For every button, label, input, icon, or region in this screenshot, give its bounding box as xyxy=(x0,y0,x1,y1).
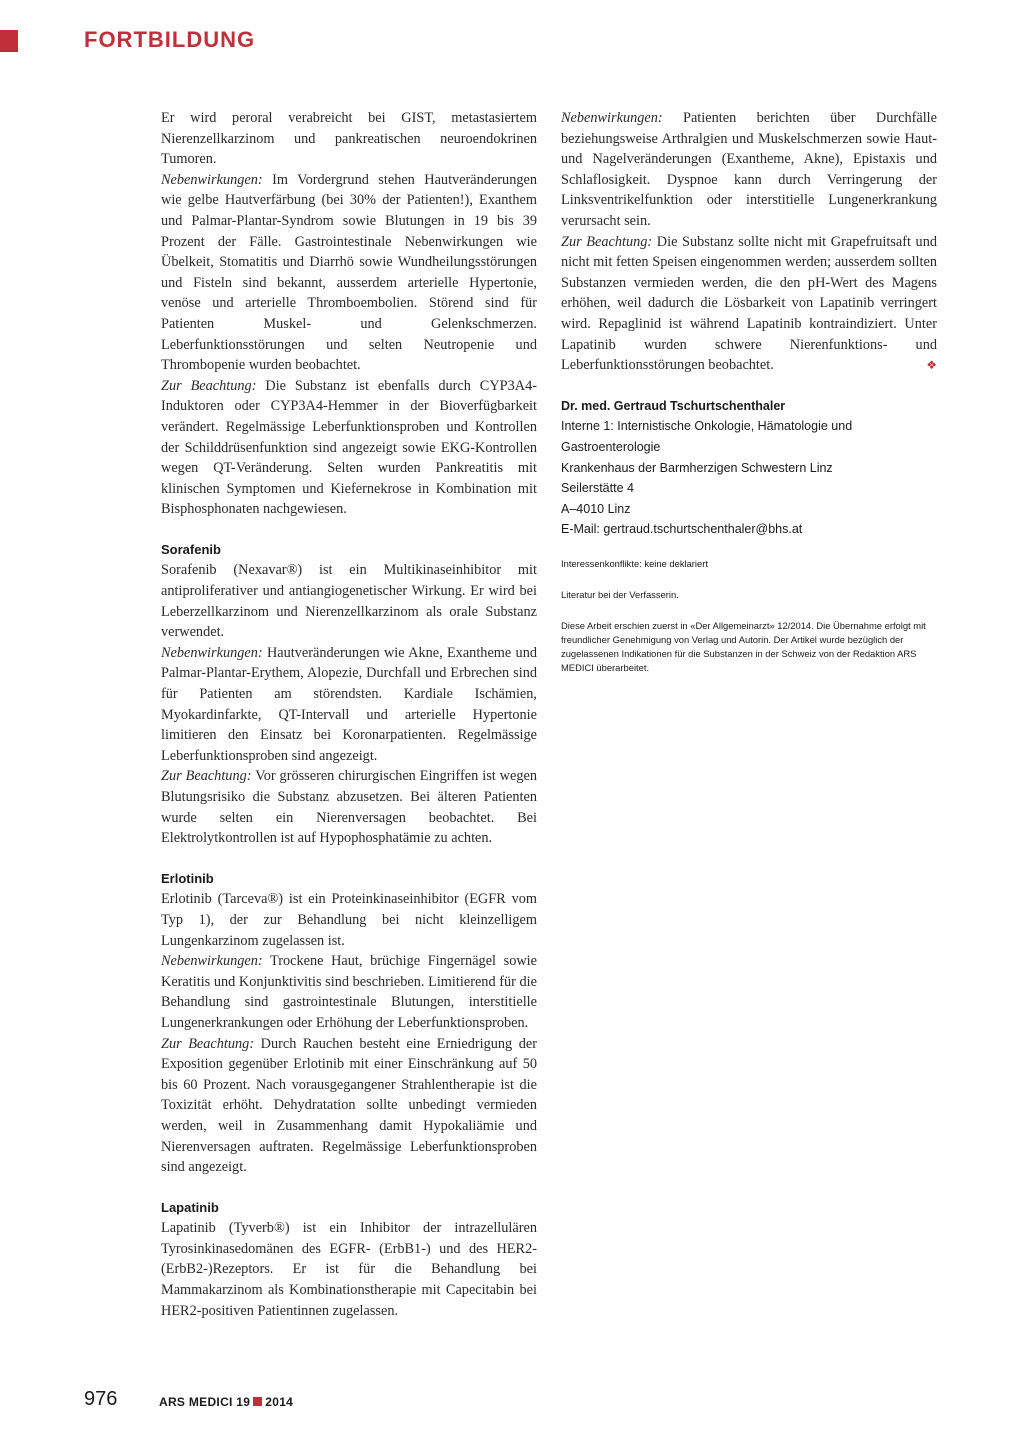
paragraph-text: Die Substanz sollte nicht mit Grapefruitsaft und nicht mit fetten Speisen eingenommen werden; ausserdem sollten Substanzen vermieden werden, die den pH-Wert des Magens erhöhen, weil dadurch die Lösbarkeit von Lapatinib verringert wird. Repaglinid ist während Lapatinib kontraindiziert. Unter Lapatinib wurden schwere Nierenfunktions- und Leberfunktionsstörungen beobachtet. xyxy=(561,233,938,374)
author-department: Interne 1: Internistische Onkologie, Hämatologie und Gastroenterologie xyxy=(561,419,853,454)
author-hospital: Krankenhaus der Barmherzigen Schwestern Linz xyxy=(561,460,833,475)
paragraph xyxy=(161,1034,537,1178)
journal-year: 2014 xyxy=(265,1395,294,1409)
journal-info xyxy=(159,1395,293,1409)
section-title: FORTBILDUNG xyxy=(84,27,256,52)
subheading-lapatinib: Lapatinib xyxy=(161,1199,219,1215)
author-name: Dr. med. Gertraud Tschurtschenthaler xyxy=(561,398,786,413)
subheading-sorafenib: Sorafenib xyxy=(161,541,221,557)
author-city: A–4010 Linz xyxy=(561,501,631,516)
paragraph xyxy=(161,951,537,1033)
paragraph-text: Hautveränderungen wie Akne, Exantheme und Palmar-Plantar-Erythem, Alopezie, Durchfall und Erbrechen sind für Patienten am störendsten. Kardiale Ischämien, Myokardinfarkte, QT-Intervall und arterielle Hypertonie limitieren den Einsatz bei Koronarpatienten. Regelmässige Leberfunktionsproben sind angezeigt. xyxy=(161,644,537,764)
right-column xyxy=(561,108,937,675)
paragraph xyxy=(161,766,537,848)
paragraph xyxy=(561,108,937,232)
paragraph xyxy=(161,170,537,376)
source-note: Diese Arbeit erschien zuerst in «Der Allgemeinarzt» 12/2014. Die Übernahme erfolgt mit freundlicher Genehmigung von Verlag und Autorin. Der Artikel wurde bezüglich der zugelassenen Indikationen für die Substanzen in der Schweiz von der Redaktion ARS MEDICI überarbeitet. xyxy=(561,619,926,673)
paragraph-label: Zur Beachtung: xyxy=(161,1035,255,1052)
paragraph-text: Patienten berichten über Durchfälle beziehungsweise Arthralgien und Muskelschmerzen sowie Haut- und Nagelveränderungen (Exantheme, Akne), Epistaxis und Schlaflosigkeit. Dyspnoe kann durch Verringerung der Linksventrikelfunktion oder interstitielle Lungenerkrankung verursacht sein. xyxy=(561,110,937,229)
subheading-erlotinib: Erlotinib xyxy=(161,870,214,886)
author-block xyxy=(561,396,937,540)
paragraph-label: Zur Beachtung: xyxy=(561,233,653,250)
paragraph-text: Die Substanz ist ebenfalls durch CYP3A4-Induktoren oder CYP3A4-Hemmer in der Bioverfügbarkeit verändert. Regelmässige Leberfunktionsproben und Kontrollen der Schilddrüsenfunktion sind angezeigt sowie EKG-Kontrollen wegen QT-Veränderung. Selten wurden Pankreatitis mit klinischen Symptomen und Kiefernekrose in Kombination mit Bisphosphonaten nachgewiesen. xyxy=(161,377,537,518)
paragraph xyxy=(561,232,937,376)
paragraph-label: Nebenwirkungen: xyxy=(561,110,663,126)
journal-name: ARS MEDICI 19 xyxy=(159,1395,251,1409)
paragraph-text: Durch Rauchen besteht eine Erniedrigung der Exposition gegenüber Erlotinib mit einer Einschränkung auf 50 bis 60 Prozent. Nach vorausgegangener Strahlentherapie ist die Toxizität erhöht. Dehydratation sollte unbedingt vermieden werden, weil in Zusammenhang damit Hypokaliämie und Nierenversagen auftraten. Regelmässige Leberfunktionsproben sind angezeigt. xyxy=(161,1035,537,1176)
paragraph-text: Trockene Haut, brüchige Fingernägel sowie Keratitis und Konjunktivitis sind beschrieben. Limitierend für die Behandlung sind gastrointestinale Blutungen, interstitielle Lungenerkrankungen oder Erhöhung der Leberfunktionsproben. xyxy=(161,953,537,1031)
page-number: 976 xyxy=(84,1388,118,1410)
literature-note: Literatur bei der Verfasserin. xyxy=(561,588,679,600)
paragraph-label: Nebenwirkungen: xyxy=(161,644,263,661)
paragraph-label: Nebenwirkungen: xyxy=(161,171,263,188)
paragraph-label: Zur Beachtung: xyxy=(161,377,257,394)
author-email: E-Mail: gertraud.tschurtschenthaler@bhs.at xyxy=(561,522,803,537)
paragraph-text: Im Vordergrund stehen Hautveränderungen wie gelbe Hautverfärbung (bei 30% der Patienten!), Exanthem und Palmar-Plantar-Syndrom sowie Blutungen in 19 bis 39 Prozent der Fälle. Gastrointestinale Nebenwirkungen wie Übelkeit, Stomatitis und Diarrhö sowie Wundheilungsstörungen und Fisteln sind bekannt, ausserdem arterielle Hypertonie, venöse und arterielle Thromboembolien. Störend sind für Patienten Muskel- und Gelenkschmerzen. Leberfunktionsstörungen und selten Neutropenie und Thrombopenie wurden beobachtet. xyxy=(161,171,537,374)
page-footer xyxy=(84,1388,294,1411)
paragraph: Sorafenib (Nexavar®) ist ein Multikinaseinhibitor mit antiproliferativer und antiangiogenetischer Wirkung. Er wird bei Leberzellkarzinom und Nierenzellkarzinom als orale Substanz verwendet. xyxy=(161,562,537,641)
paragraph: Er wird peroral verabreicht bei GIST, metastasiertem Nierenzellkarzinom und pankreatischen neuroendokrinen Tumoren. xyxy=(161,110,537,168)
section-marker xyxy=(0,30,18,52)
paragraph: Lapatinib (Tyverb®) ist ein Inhibitor der intrazellulären Tyrosinkinasedomänen des EGFR- (ErbB1-) und des HER2- (ErbB2-)Rezeptors. Er ist für die Behandlung bei Mammakarzinom als Kombinationstherapie mit Capecitabin bei HER2-positiven Patientinnen zugelassen. xyxy=(161,1220,537,1319)
paragraph xyxy=(161,643,537,767)
paragraph-label: Zur Beachtung: xyxy=(161,768,252,785)
paragraph-text: Vor grösseren chirurgischen Eingriffen ist wegen Blutungsrisiko die Substanz abzusetzen. Bei älteren Patienten wurde selten ein Nierenversagen beobachtet. Bei Elektrolytkontrollen ist auf Hypophosphatämie zu achten. xyxy=(161,768,537,847)
conflict-note: Interessenkonflikte: keine deklariert xyxy=(561,557,708,569)
paragraph xyxy=(161,376,537,520)
author-street: Seilerstätte 4 xyxy=(561,481,634,496)
end-of-article-icon: ❖ xyxy=(926,358,937,373)
paragraph-label: Nebenwirkungen: xyxy=(161,953,263,970)
separator-square-icon xyxy=(253,1397,262,1406)
paragraph: Erlotinib (Tarceva®) ist ein Proteinkinaseinhibitor (EGFR vom Typ 1), der zur Behandlung bei nicht kleinzelligem Lungenkarzinom zugelassen ist. xyxy=(161,891,537,949)
left-column xyxy=(161,108,537,1321)
